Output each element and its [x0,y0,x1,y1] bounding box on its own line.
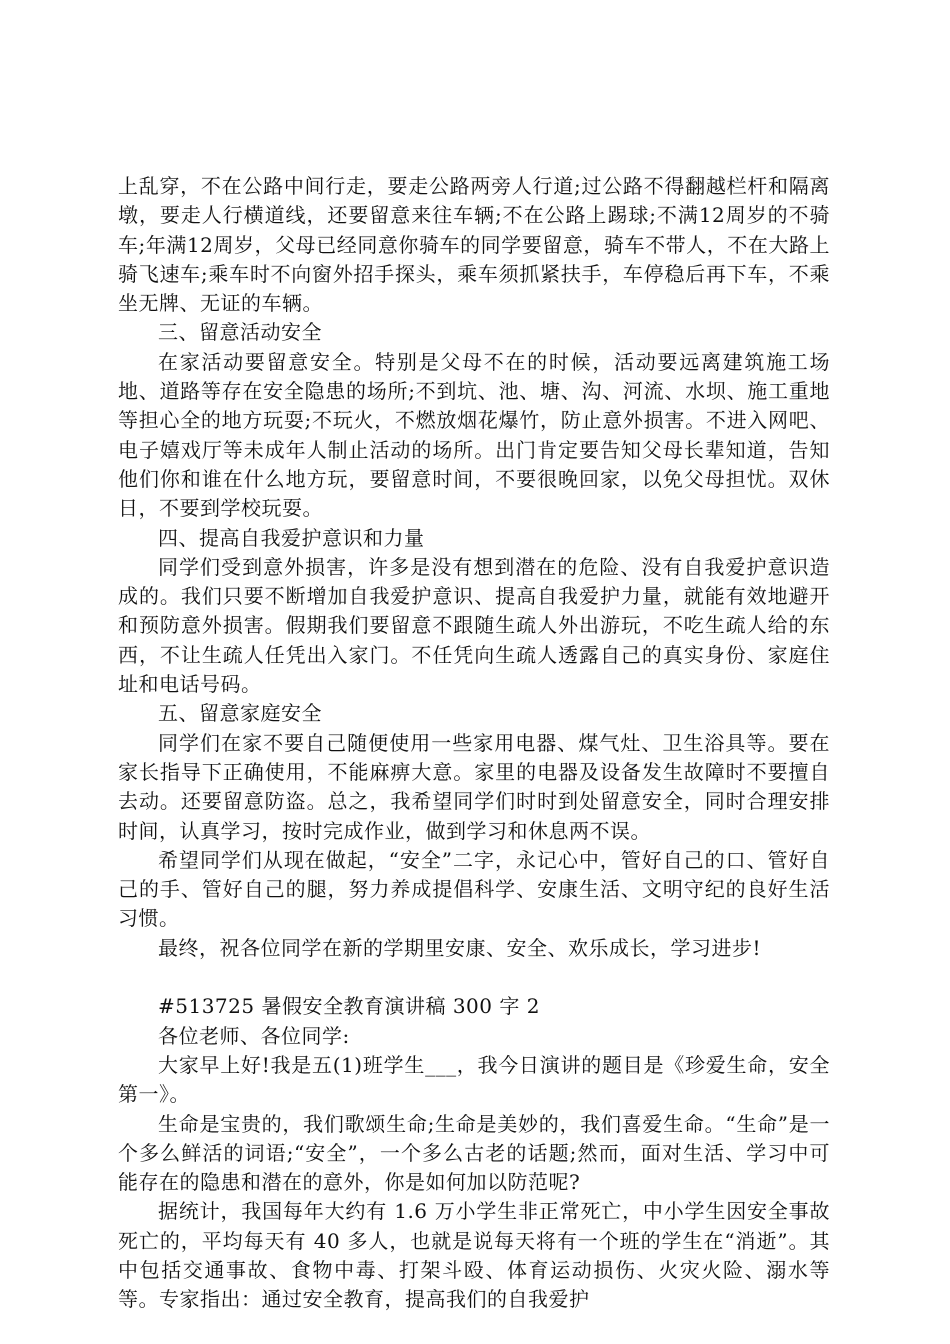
paragraph-statistics: 据统计，我国每年大约有 1.6 万小学生非正常死亡，中小学生因安全事故死亡的，平均每天有 40 多人，也就是说每天将有一个班的学生在“消逝”。其中包括交通事故、食物中毒、打架斗殴、体育运动损伤、火灾火险、溺水等等。专家指出：通过安全教育，提高我们的自我爱护 [118,1199,830,1312]
paragraph-closing-wish: 最终，祝各位同学在新的学期里安康、安全、欢乐成长，学习进步! [158,935,762,960]
paragraph-traffic-safety-cont: 上乱穿，不在公路中间行走，要走公路两旁人行道;过公路不得翻越栏杆和隔离墩，要走人行横道线，还要留意来往车辆;不在公路上踢球;不满12周岁的不骑车;年满12周岁，父母已经同意你骑车的同学要留意，骑车不带人，不在大路上骑飞速车;乘车时不向窗外招手探头，乘车须抓紧扶手，车停稳后再下车，不乘坐无牌、无证的车辆。 [118,174,830,316]
paragraph-greeting: 大家早上好!我是五(1)班学生___，我今日演讲的题目是《珍爱生命，安全第一》。 [118,1052,830,1107]
heading-activity-safety: 三、留意活动安全 [158,320,322,345]
blank-line [118,963,830,992]
heading-self-protection: 四、提高自我爱护意识和力量 [158,525,425,550]
paragraph-salutation: 各位老师、各位同学: [158,1023,350,1048]
paragraph-life-precious: 生命是宝贵的，我们歌颂生命;生命是美妙的，我们喜爱生命。“生命”是一个多么鲜活的词语;“安全”，一个多么古老的话题;然而，面对生活、学习中可能存在的隐患和潜在的意外，你是如何加以防范呢? [118,1111,830,1195]
document-body [118,172,830,1315]
paragraph-home-safety: 同学们在家不要自己随便使用一些家用电器、煤气灶、卫生浴具等。要在家长指导下正确使用，不能麻痹大意。家里的电器及设备发生故障时不要擅自去动。还要留意防盗。总之，我希望同学们时时到处留意安全，同时合理安排时间，认真学习，按时完成作业，做到学习和休息两不误。 [118,730,830,843]
section-title-speech-2: #513725 暑假安全教育演讲稿 300 字 2 [158,994,540,1019]
paragraph-self-protection: 同学们受到意外损害，许多是没有想到潜在的危险、没有自我爱护意识造成的。我们只要不断增加自我爱护意识、提高自我爱护力量，就能有效地避开和预防意外损害。假期我们要留意不跟随生疏人外出游玩，不吃生疏人给的东西，不让生疏人任凭出入家门。不任凭向生疏人透露自己的真实身份、家庭住址和电话号码。 [118,554,830,697]
paragraph-activity-safety: 在家活动要留意安全。特别是父母不在的时候，活动要远离建筑施工场地、道路等存在安全隐患的场所;不到坑、池、塘、沟、河流、水坝、施工重地等担心全的地方玩耍;不玩火，不燃放烟花爆竹，防止意外损害。不进入网吧、电子嬉戏厅等未成年人制止活动的场所。出门肯定要告知父母长辈知道，告知他们你和谁在什么地方玩，要留意时间，不要很晚回家，以免父母担忧。双休日，不要到学校玩耍。 [118,349,830,521]
paragraph-hope: 希望同学们从现在做起，“安全”二字，永记心中，管好自己的口、管好自己的手、管好自己的腿，努力养成提倡科学、安康生活、文明守纪的良好生活习惯。 [118,847,830,931]
heading-home-safety: 五、留意家庭安全 [158,701,322,726]
